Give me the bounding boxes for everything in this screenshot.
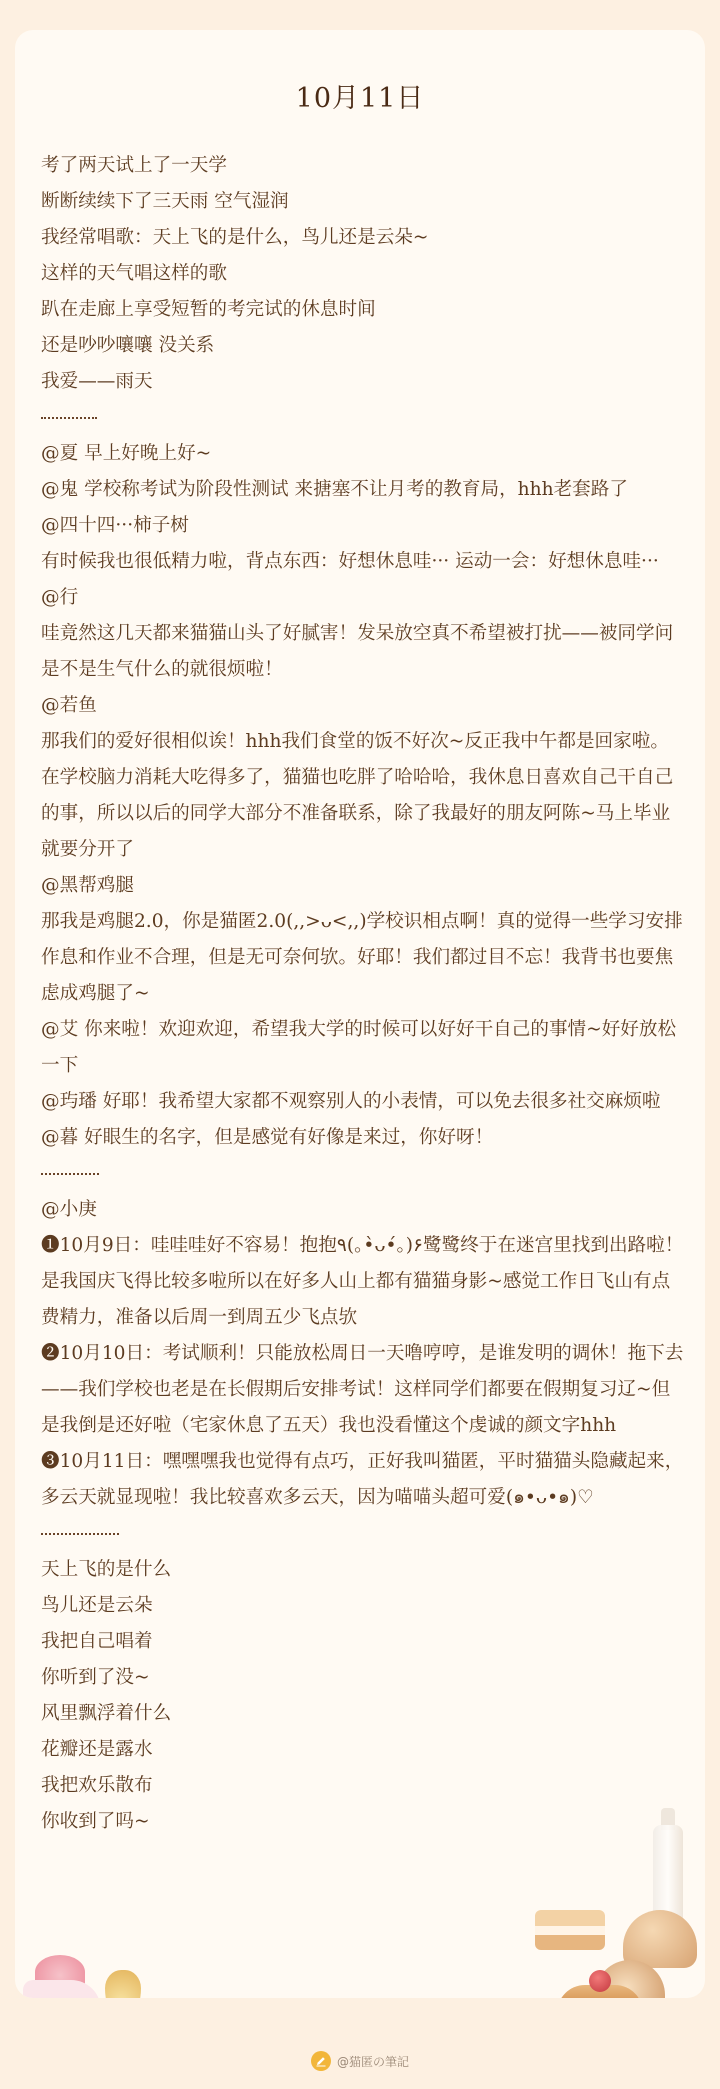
text-line: @夏 早上好晚上好~ xyxy=(41,443,212,464)
section-divider xyxy=(41,1156,687,1192)
text-line: @艾 你来啦！欢迎欢迎，希望我大学的时候可以好好干自己的事情~好好放松一下 xyxy=(41,1019,677,1076)
text-line: @小庚 xyxy=(41,1199,97,1220)
text-line: @四十四···柿子树 xyxy=(41,515,189,536)
note-content xyxy=(41,148,687,1840)
text-line: 断断续续下了三天雨 空气湿润 xyxy=(41,191,289,212)
text-line: @若鱼 xyxy=(41,695,97,716)
page-title: 10月11日 xyxy=(295,83,425,114)
pear-illustration xyxy=(105,1970,141,1998)
text-line: 你收到了吗~ xyxy=(41,1811,150,1832)
text-line: 我经常唱歌：天上飞的是什么，鸟儿还是云朵~ xyxy=(41,227,429,248)
text-line: ❸10月11日：嘿嘿嘿我也觉得有点巧，正好我叫猫匿，平时猫猫头隐藏起来，多云天就显现啦！我比较喜欢多云天，因为喵喵头超可爱(๑•ᴗ•๑)♡ xyxy=(41,1451,684,1508)
dotted-line xyxy=(41,1533,119,1535)
text-line: @鬼 学校称考试为阶段性测试 来搪塞不让月考的教育局，hhh老套路了 xyxy=(41,479,628,500)
strawberry-cake-illustration xyxy=(23,1980,101,1998)
text-line: 天上飞的是什么 xyxy=(41,1559,172,1580)
text-line: 风里飘浮着什么 xyxy=(41,1703,172,1724)
text-line: 还是吵吵嚷嚷 没关系 xyxy=(41,335,215,356)
dotted-line xyxy=(41,417,97,419)
berry-illustration xyxy=(589,1970,611,1992)
text-line: @行 xyxy=(41,587,79,608)
text-line: 这样的天气唱这样的歌 xyxy=(41,263,227,284)
author-handle: @猫匿の筆記 xyxy=(336,2054,409,2069)
text-line: @玙璠 好耶！我希望大家都不观察别人的小表情，可以免去很多社交麻烦啦 xyxy=(41,1091,661,1112)
text-line: 花瓣还是露水 xyxy=(41,1739,153,1760)
pencil-icon xyxy=(311,2051,331,2071)
text-line: 你听到了没~ xyxy=(41,1667,150,1688)
note-card xyxy=(15,30,705,1998)
text-line: 哇竟然这几天都来猫猫山头了好腻害！发呆放空真不希望被打扰——被同学问是不是生气什么的就很烦啦！ xyxy=(41,623,674,680)
text-line: 我把自己唱着 xyxy=(41,1631,153,1652)
text-line: 有时候我也很低精力啦，背点东西：好想休息哇··· 运动一会：好想休息哇··· xyxy=(41,551,659,572)
text-line: 我爱——雨天 xyxy=(41,371,153,392)
text-line: 趴在走廊上享受短暂的考完试的休息时间 xyxy=(41,299,376,320)
text-line: @暮 好眼生的名字，但是感觉有好像是来过，你好呀！ xyxy=(41,1127,494,1148)
text-line: 鸟儿还是云朵 xyxy=(41,1595,153,1616)
toast-cake-illustration xyxy=(535,1910,605,1950)
section-divider xyxy=(41,400,687,436)
section-divider xyxy=(41,1516,687,1552)
text-line: 那我是鸡腿2.0，你是猫匿2.0(,,>ᴗ<,,)学校识相点啊！真的觉得一些学习安排作息和作业不合理，但是无可奈何欤。好耶！我们都过目不忘！我背书也要焦虑成鸡腿了~ xyxy=(41,911,683,1004)
text-line: ❶10月9日：哇哇哇好不容易！抱抱٩(｡•̀ᴗ•́｡)۶鹭鹭终于在迷宫里找到出路啦！是我国庆飞得比较多啦所以在好多人山上都有猫猫身影~感觉工作日飞山有点费精力，准备以后周一到周五少飞点欤 xyxy=(41,1235,684,1328)
text-line: ❷10月10日：考试顺利！只能放松周日一天噜哼哼，是谁发明的调休！拖下去——我们学校也老是在长假期后安排考试！这样同学们都要在假期复习辽~但是我倒是还好啦（宅家休息了五天）我也没看懂这个虔诚的颜文字hhh xyxy=(41,1343,684,1436)
text-line: 考了两天试上了一天学 xyxy=(41,155,227,176)
text-line: 我把欢乐散布 xyxy=(41,1775,153,1796)
dotted-line xyxy=(41,1173,99,1175)
text-line: 那我们的爱好很相似诶！hhh我们食堂的饭不好次~反正我中午都是回家啦。在学校脑力消耗大吃得多了，猫猫也吃胖了哈哈哈，我休息日喜欢自己干自己的事，所以以后的同学大部分不准备联系，除了我最好的朋友阿陈~马上毕业就要分开了 xyxy=(41,731,674,860)
text-line: @黑帮鸡腿 xyxy=(41,875,134,896)
